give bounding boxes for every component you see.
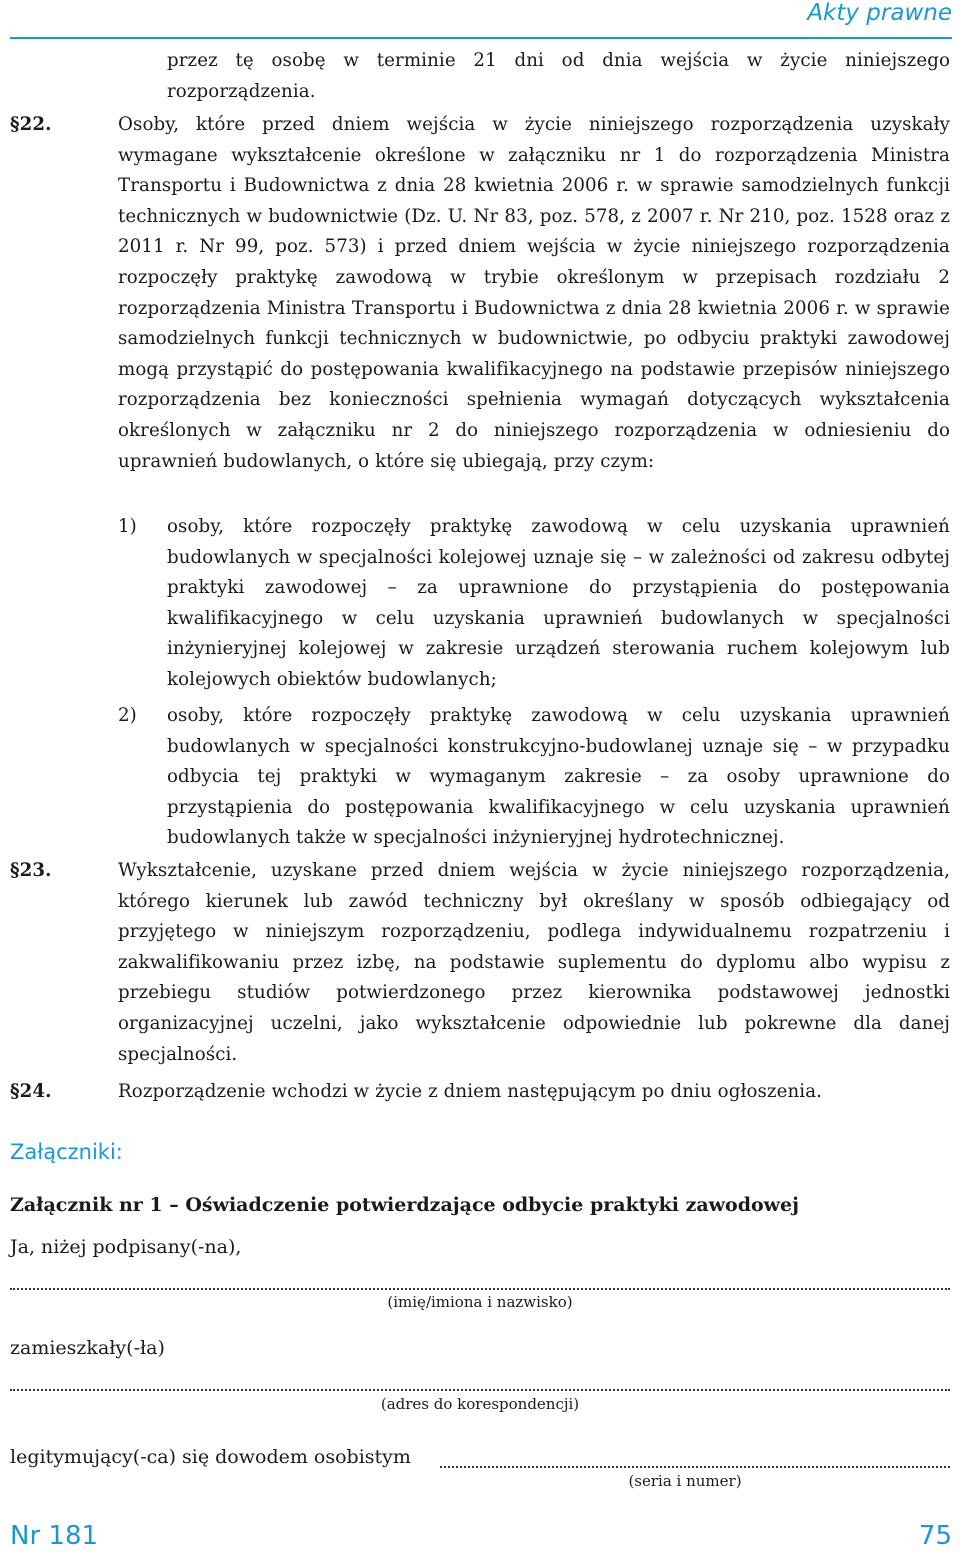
form-line-address-dots[interactable]: [10, 1389, 950, 1391]
form-caption-name: (imię/imiona i nazwisko): [387, 1293, 573, 1311]
form-line-id-label: legitymujący(-ca) się dowodem osobistym: [10, 1446, 411, 1468]
paragraph-24-text: Rozporządzenie wchodzi w życie z dniem następującym po dniu ogłoszenia.: [118, 1081, 823, 1102]
intro-text: przez tę osobę w terminie 21 dni od dnia wejścia w życie niniejszego rozporządzenia.: [167, 50, 950, 102]
paragraph-22-text: Osoby, które przed dniem wejścia w życie niniejszego rozporządzenia uzyskały wymagane wykształcenie określone w załączniku nr 1 do rozporządzenia Ministra Transportu i Budownictwa z dnia 28 kwietnia 2006 r. w sprawie samodzielnych funkcji technicznych w budownictwie (Dz. U. Nr 83, poz. 578, z 2007 r. Nr 210, poz. 1528 oraz z 2011 r. Nr 99, poz. 573) i przed dniem wejścia w życie niniejszego rozporządzenia rozpoczęły praktykę zawodową w trybie określonym w przepisach rozdziału 2 rozporządzenia Ministra Transportu i Budownictwa z dnia 28 kwietnia 2006 r. w sprawie samodzielnych funkcji technicznych w budownictwie, po odbyciu praktyki zawodowej mogą przystąpić do postępowania kwalifikacyjnego na podstawie przepisów niniejszego rozporządzenia bez konieczności spełnienia wymagań dotyczących wykształcenia określonych w załączniku nr 2 do niniejszego rozporządzenia w odniesieniu do uprawnień budowlanych, o które się ubiegają, przy czym:: [118, 114, 950, 472]
form-line-name-dots[interactable]: [10, 1288, 950, 1290]
header-title: Akty prawne: [807, 0, 952, 26]
paragraph-22-item-2-number: 2): [118, 705, 137, 726]
attachments-heading: Załączniki:: [10, 1140, 123, 1164]
form-line-id-dots[interactable]: [440, 1466, 950, 1468]
form-line-name-label: Ja, niżej podpisany(-na),: [10, 1236, 242, 1258]
form-line-address-label: zamieszkały(-ła): [10, 1337, 165, 1359]
annex-title: Załącznik nr 1 – Oświadczenie potwierdzające odbycie praktyki zawodowej: [10, 1194, 799, 1216]
paragraph-22-number: §22.: [10, 114, 52, 135]
paragraph-24-number: §24.: [10, 1081, 52, 1102]
footer-page-number: 75: [918, 1521, 952, 1551]
paragraph-22-item-2-text: osoby, które rozpoczęły praktykę zawodową w celu uzyskania uprawnień budowlanych w specjalności konstrukcyjno-budowlanej uznaje się – w przypadku odbycia tej praktyki w wymaganym zakresie – za osoby uprawnione do przystąpienia do postępowania kwalifikacyjnego w celu uzyskania uprawnień budowlanych także w specjalności inżynieryjnej hydrotechnicznej.: [167, 705, 950, 849]
footer-issue-number: Nr 181: [10, 1521, 99, 1551]
form-caption-address: (adres do korespondencji): [380, 1395, 580, 1413]
paragraph-23-text: Wykształcenie, uzyskane przed dniem wejścia w życie niniejszego rozporządzenia, którego kierunek lub zawód techniczny był określany w sposób odbiegający od przyjętego w niniejszym rozporządzeniu, podlega indywidualnemu rozpatrzeniu i zakwalifikowaniu przez izbę, na podstawie suplementu do dyplomu albo wypisu z przebiegu studiów potwierdzonego przez kierownika podstawowej jednostki organizacyjnej uczelni, jako wykształcenie odpowiednie lub pokrewne dla danej specjalności.: [118, 860, 950, 1065]
paragraph-22-item-1-text: osoby, które rozpoczęły praktykę zawodową w celu uzyskania uprawnień budowlanych w specjalności kolejowej uznaje się – w zależności od zakresu odbytej praktyki zawodowej – za uprawnione do przystąpienia do postępowania kwalifikacyjnego w celu uzyskania uprawnień budowlanych w specjalności inżynieryjnej kolejowej w zakresie urządzeń sterowania ruchem kolejowym lub kolejowych obiektów budowlanych;: [167, 516, 950, 690]
header-rule: [10, 37, 952, 39]
paragraph-23-number: §23.: [10, 860, 52, 881]
paragraph-22-item-1-number: 1): [118, 516, 137, 537]
form-caption-id: (seria i numer): [628, 1472, 742, 1490]
